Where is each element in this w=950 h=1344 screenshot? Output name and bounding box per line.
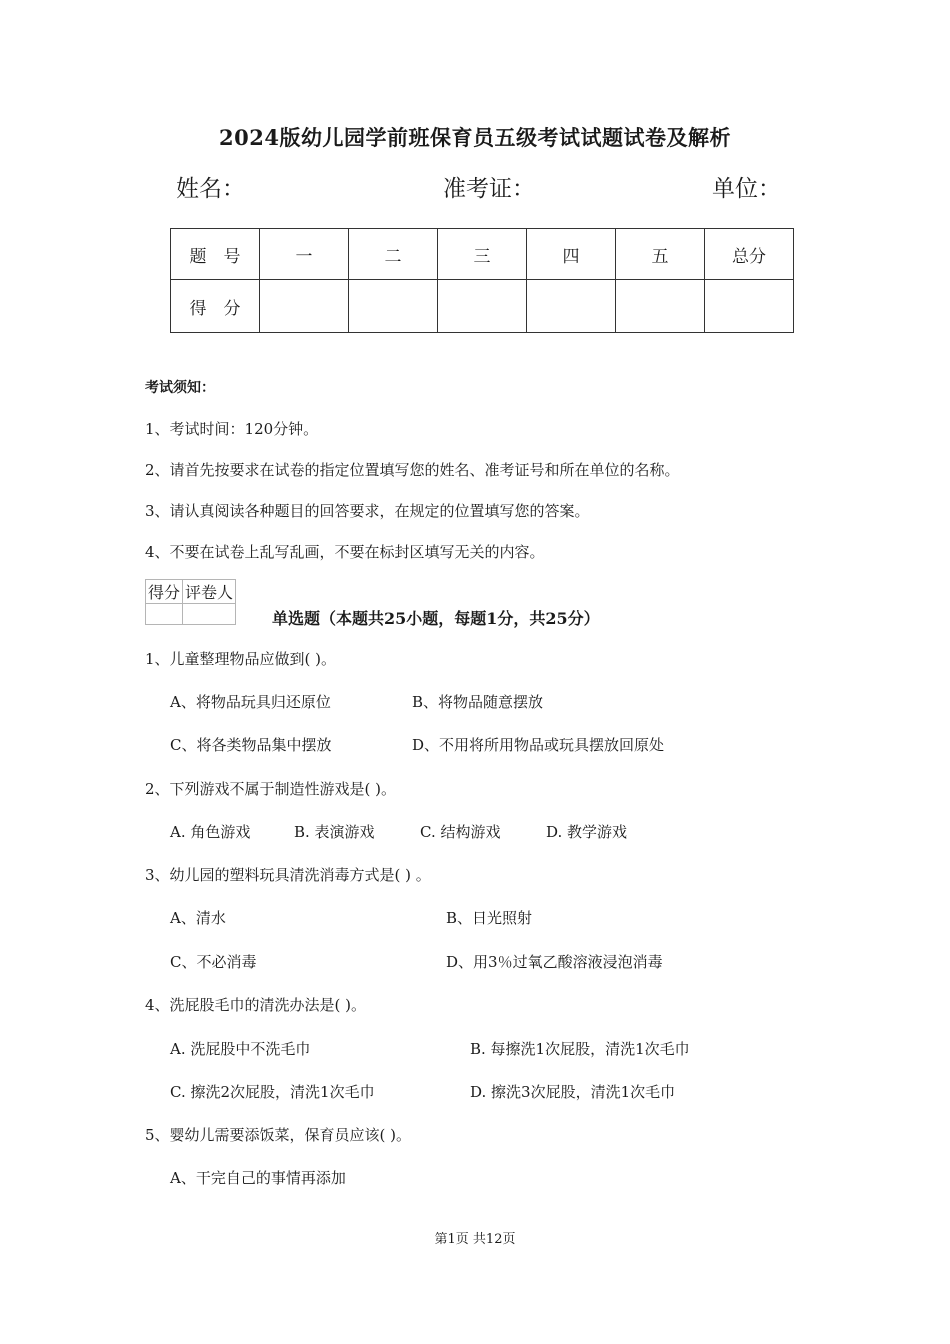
score-table-cell: 一 bbox=[260, 229, 349, 280]
question-option[interactable]: C. 擦洗2次屁股，清洗1次毛巾 bbox=[170, 1083, 375, 1101]
score-input-cell[interactable] bbox=[260, 280, 349, 333]
document-title: 2024版幼儿园学前班保育员五级考试试题试卷及解析 bbox=[219, 125, 731, 150]
question-option[interactable]: C、不必消毒 bbox=[170, 953, 257, 971]
score-table-cell: 四 bbox=[527, 229, 616, 280]
score-input-cell[interactable] bbox=[616, 280, 705, 333]
note-item: 3、请认真阅读各种题目的回答要求，在规定的位置填写您的答案。 bbox=[145, 502, 590, 520]
question-option[interactable]: B、日光照射 bbox=[446, 909, 533, 927]
question-option[interactable]: D、不用将所用物品或玩具摆放回原处 bbox=[412, 736, 665, 754]
question-stem: 1、儿童整理物品应做到( )。 bbox=[145, 650, 337, 668]
score-table-score-row bbox=[171, 280, 794, 333]
page-footer: 第1页 共12页 bbox=[434, 1232, 516, 1247]
score-input-cell[interactable] bbox=[438, 280, 527, 333]
question-option[interactable]: C、将各类物品集中摆放 bbox=[170, 736, 332, 754]
question-option[interactable]: A、将物品玩具归还原位 bbox=[170, 693, 331, 711]
question-option[interactable]: A、干完自己的事情再添加 bbox=[170, 1169, 346, 1187]
score-input-cell[interactable] bbox=[349, 280, 438, 333]
unit-label: 单位： bbox=[712, 176, 781, 202]
score-input-cell[interactable] bbox=[705, 280, 794, 333]
score-table bbox=[170, 228, 794, 333]
question-option[interactable]: A、清水 bbox=[170, 909, 226, 927]
section-title: 单选题（本题共25小题，每题1分，共25分） bbox=[272, 609, 600, 628]
question-option[interactable]: B、将物品随意摆放 bbox=[412, 693, 544, 711]
grader-name-cell[interactable] bbox=[183, 604, 236, 625]
question-stem: 3、幼儿园的塑料玩具清洗消毒方式是( ) 。 bbox=[145, 866, 431, 884]
question-option[interactable]: D. 教学游戏 bbox=[546, 823, 628, 841]
exam-number-label: 准考证： bbox=[443, 176, 535, 202]
question-stem: 4、洗屁股毛巾的清洗办法是( )。 bbox=[145, 996, 367, 1014]
question-stem: 5、婴幼儿需要添饭菜，保育员应该( )。 bbox=[145, 1126, 412, 1144]
score-table-cell: 五 bbox=[616, 229, 705, 280]
note-item: 4、不要在试卷上乱写乱画，不要在标封区填写无关的内容。 bbox=[145, 543, 545, 561]
question-option[interactable]: C. 结构游戏 bbox=[420, 823, 501, 841]
question-option[interactable]: A. 洗屁股中不洗毛巾 bbox=[170, 1040, 311, 1058]
score-row-label: 得 分 bbox=[171, 280, 260, 333]
note-item: 2、请首先按要求在试卷的指定位置填写您的姓名、准考证号和所在单位的名称。 bbox=[145, 461, 680, 479]
score-table-cell: 总分 bbox=[705, 229, 794, 280]
score-table-cell: 三 bbox=[438, 229, 527, 280]
question-stem: 2、下列游戏不属于制造性游戏是( )。 bbox=[145, 780, 397, 798]
question-option[interactable]: B. 表演游戏 bbox=[294, 823, 375, 841]
question-option[interactable]: D、用3％过氧乙酸溶液浸泡消毒 bbox=[446, 953, 663, 971]
score-table-header-row bbox=[171, 229, 794, 280]
name-label: 姓名： bbox=[176, 176, 245, 202]
grader-score-cell[interactable] bbox=[146, 604, 183, 625]
question-option[interactable]: D. 擦洗3次屁股，清洗1次毛巾 bbox=[470, 1083, 676, 1101]
grader-score-label: 得分 bbox=[146, 580, 183, 604]
score-table-cell: 二 bbox=[349, 229, 438, 280]
score-input-cell[interactable] bbox=[527, 280, 616, 333]
score-table-cell: 题 号 bbox=[171, 229, 260, 280]
note-item: 1、考试时间：120分钟。 bbox=[145, 420, 319, 438]
question-option[interactable]: B. 每擦洗1次屁股，清洗1次毛巾 bbox=[470, 1040, 690, 1058]
notes-title: 考试须知： bbox=[145, 380, 215, 396]
grader-box bbox=[145, 579, 236, 625]
grader-name-label: 评卷人 bbox=[183, 580, 236, 604]
question-option[interactable]: A. 角色游戏 bbox=[170, 823, 251, 841]
